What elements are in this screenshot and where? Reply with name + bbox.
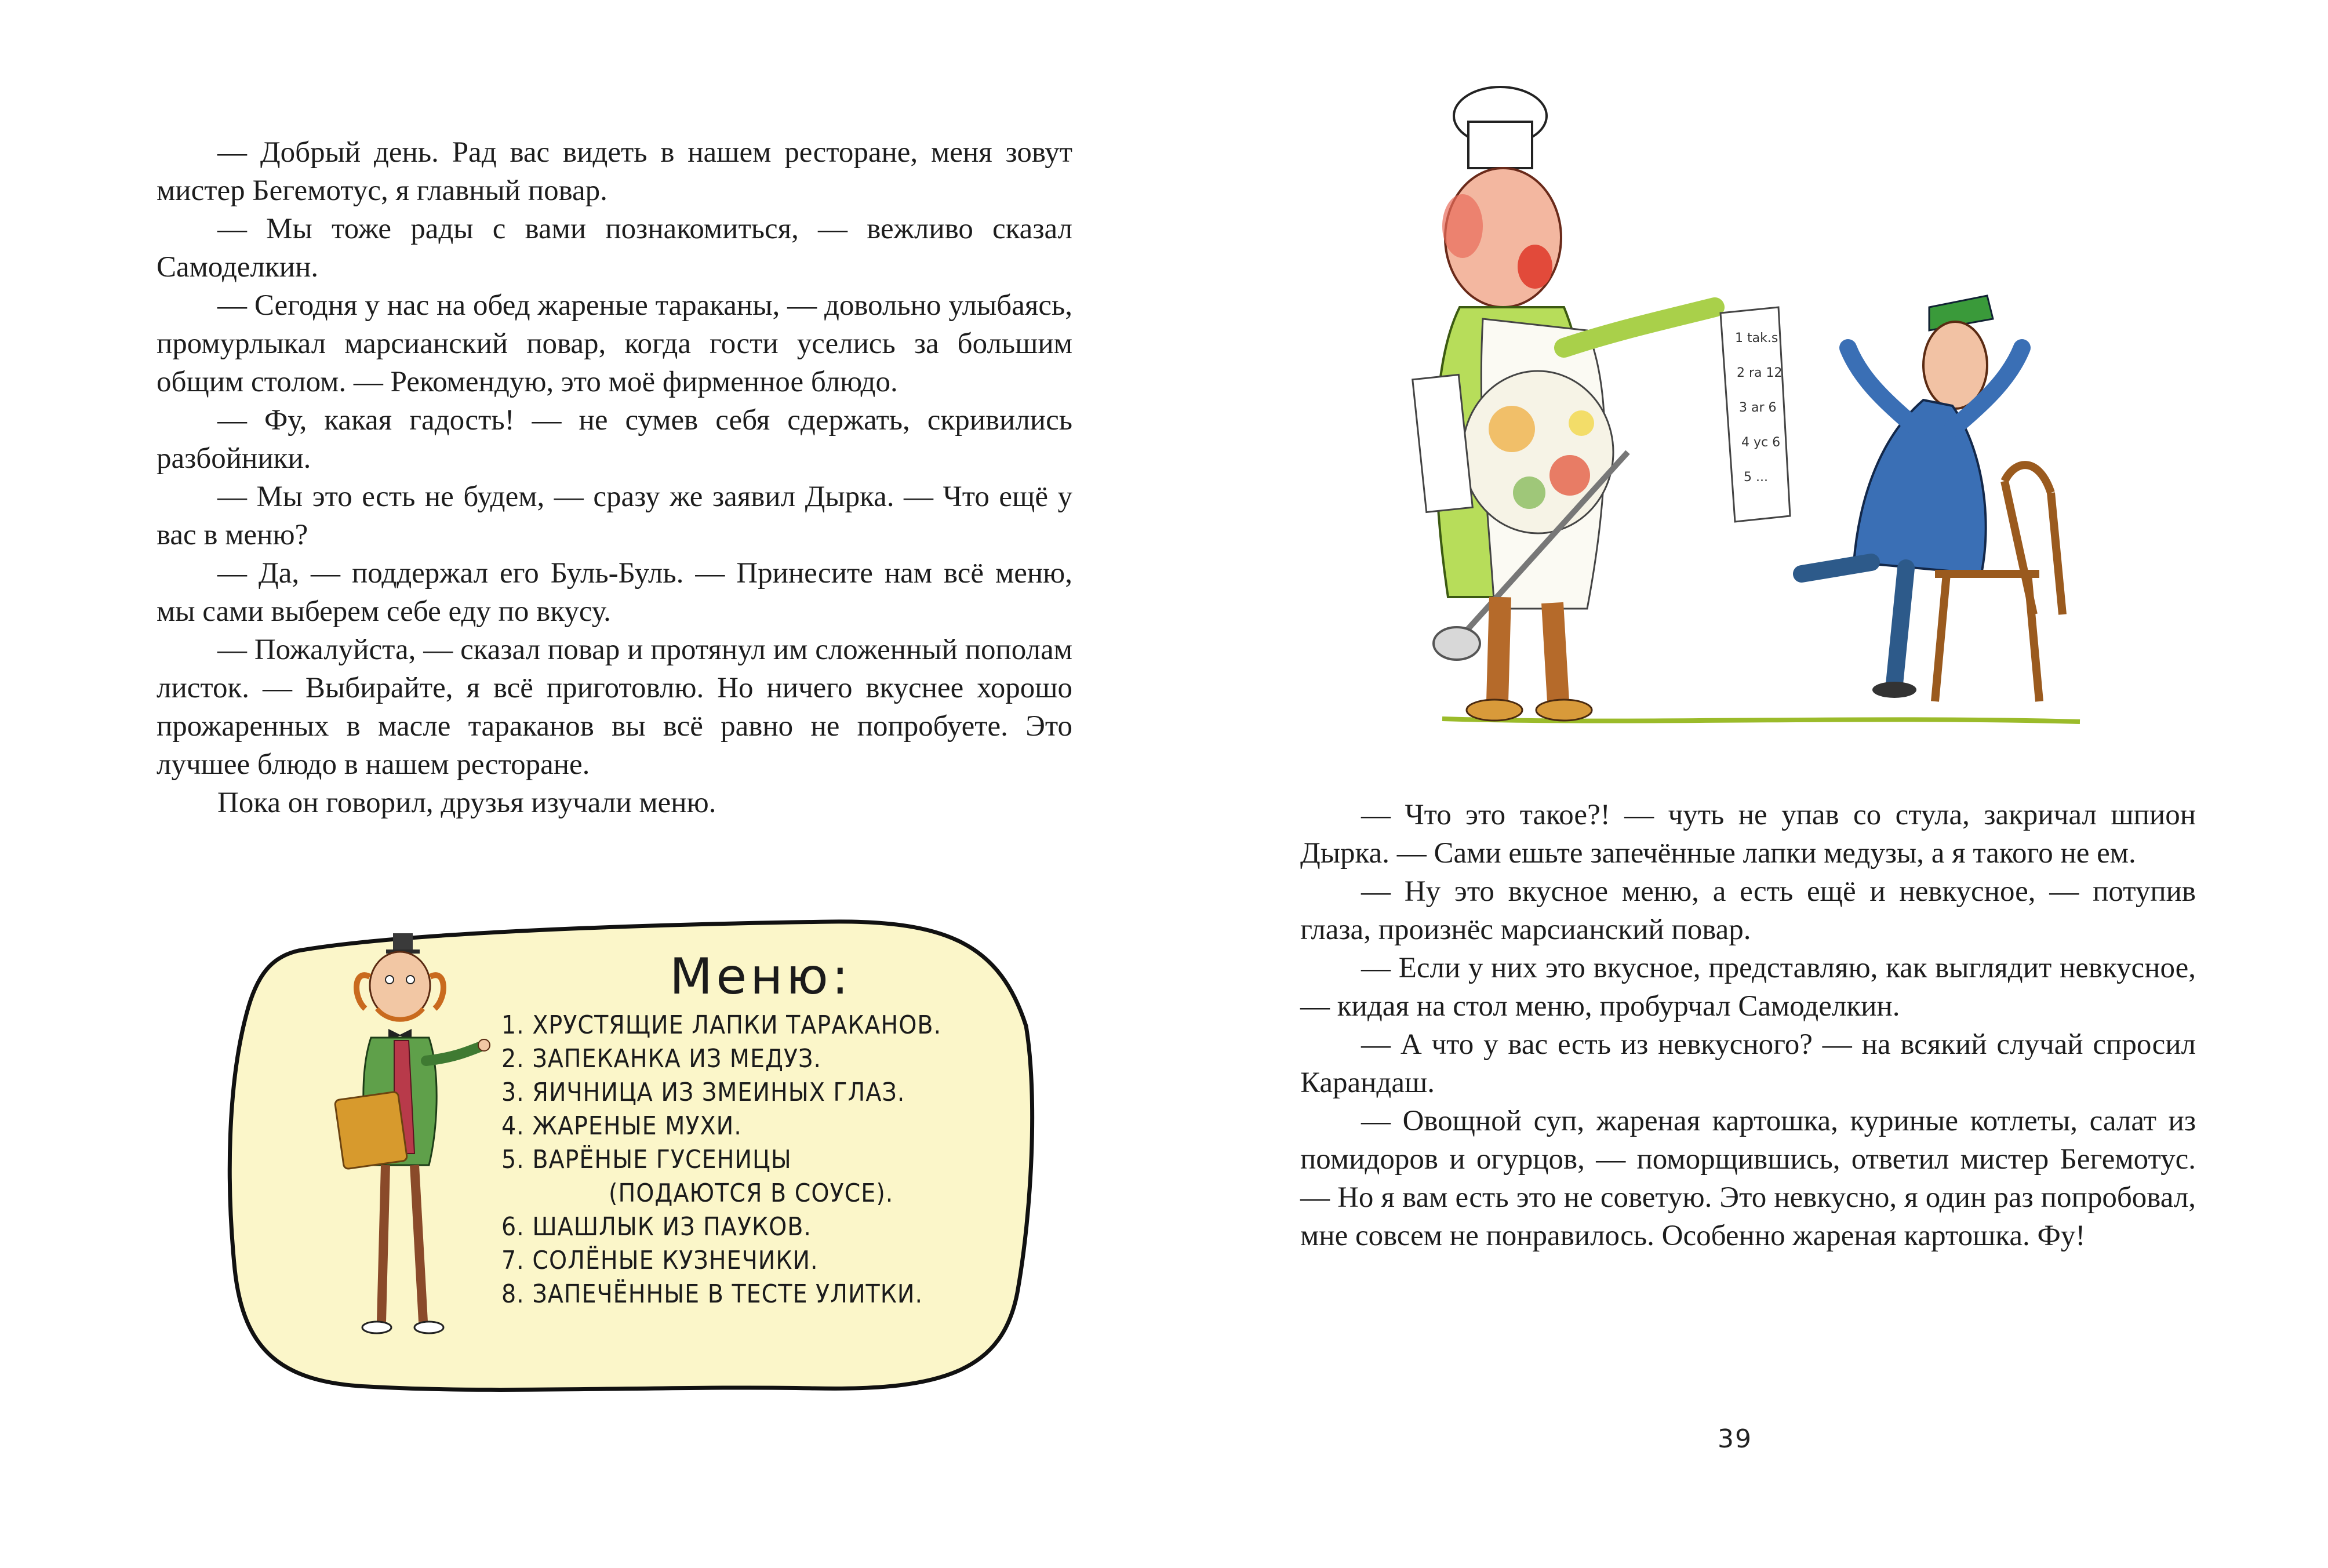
note-line: 2 ra 12 (1737, 366, 1783, 380)
note-line: 4 yc 6 (1741, 435, 1781, 450)
paragraph: — Мы это есть не будем, — сразу же заявил Дырка. — Что ещё у вас в меню? (157, 481, 1072, 551)
left-page-text (157, 133, 1072, 822)
paragraph: — А что у вас есть из невкусного? — на всякий случай спросил Карандаш. (1300, 1028, 2196, 1099)
menu-item: 3. ЯИЧНИЦА ИЗ ЗМЕИНЫХ ГЛАЗ. (501, 1078, 905, 1107)
folder-icon (334, 1092, 408, 1169)
hat-icon (393, 933, 413, 951)
paragraph: — Добрый день. Рад вас видеть в нашем ресторане, меня зовут мистер Бегемотус, я главный повар. (157, 136, 1072, 207)
menu-list (501, 1009, 941, 1311)
menu-item-note: (ПОДАЮТСЯ В СОУСЕ). (609, 1178, 894, 1208)
paragraph: — Пожалуйста, — сказал повар и протянул им сложенный пополам листок. — Выбирайте, я всё приготовлю. Но ничего вкуснее хорошо прожаренных в масле тараканов вы всё равно не попробуете. Это лучшее блюдо в нашем ресторане. (157, 634, 1072, 781)
paragraph: — Ну это вкусное меню, а есть ещё и невкусное, — потупив глаза, произнёс марсианский повар. (1300, 875, 2196, 946)
waiter-illustration (307, 922, 499, 1368)
paragraph: Пока он говорил, друзья изучали меню. (217, 787, 716, 819)
menu-item-label: 5. ВАРЁНЫЕ ГУСЕНИЦЫ (501, 1145, 792, 1174)
menu-item: 1. ХРУСТЯЩИЕ ЛАПКИ ТАРАКАНОВ. (501, 1010, 942, 1040)
paragraph: — Если у них это вкусное, представляю, как выглядит невкусное, — кидая на стол меню, пробурчал Самоделкин. (1300, 952, 2196, 1023)
paragraph: — Да, — поддержал его Буль-Буль. — Принесите нам всё меню, мы сами выберем себе еду по вкусу. (157, 557, 1072, 628)
paragraph: — Сегодня у нас на обед жареные тараканы, — довольно улыбаясь, промурлыкал марсианский повар, когда гости уселись за большим общим столом. — Рекомендую, это моё фирменное блюдо. (157, 289, 1072, 398)
note-line: 5 ... (1744, 470, 1768, 485)
menu-bubble (223, 910, 1038, 1397)
right-page-text (1300, 796, 2196, 1255)
ladle-icon (1434, 627, 1480, 660)
menu-item (501, 1143, 941, 1210)
paragraph: — Фу, какая гадость! — не сумев себя сдержать, скривились разбойники. (157, 404, 1072, 475)
page-number: 39 (1718, 1424, 1752, 1454)
menu-item: 6. ШАШЛЫК ИЗ ПАУКОВ. (501, 1212, 812, 1242)
menu-item: 4. ЖАРЕНЫЕ МУХИ. (501, 1111, 742, 1141)
note-line: 3 ar 6 (1739, 401, 1777, 415)
paragraph: — Что это такое?! — чуть не упав со стула, закричал шпион Дырка. — Сами ешьте запечённые лапки медузы, а я такого не ем. (1300, 799, 2196, 870)
right-page (1164, 0, 2328, 1568)
note-line: 1 tak.s (1735, 331, 1778, 345)
menu-title: Меню: (670, 948, 852, 1006)
menu-item: 7. СОЛЁНЫЕ КУЗНЕЧИКИ. (501, 1246, 819, 1275)
menu-item: 8. ЗАПЕЧЁННЫЕ В ТЕСТЕ УЛИТКИ. (501, 1279, 923, 1309)
paragraph: — Овощной суп, жареная картошка, куриные котлеты, салат из помидоров и огурцов, — поморщившись, ответил мистер Бегемотус. — Но я вам есть это не советую. Это невкусно, я один раз попробовал, мне совсем не понравилось. Особенно жареная картошка. Фу! (1300, 1105, 2196, 1252)
chef-and-spy-illustration (1396, 75, 2103, 748)
menu-item: 2. ЗАПЕКАНКА ИЗ МЕДУЗ. (501, 1044, 821, 1074)
paragraph: — Мы тоже рады с вами познакомиться, — вежливо сказал Самоделкин. (157, 213, 1072, 283)
